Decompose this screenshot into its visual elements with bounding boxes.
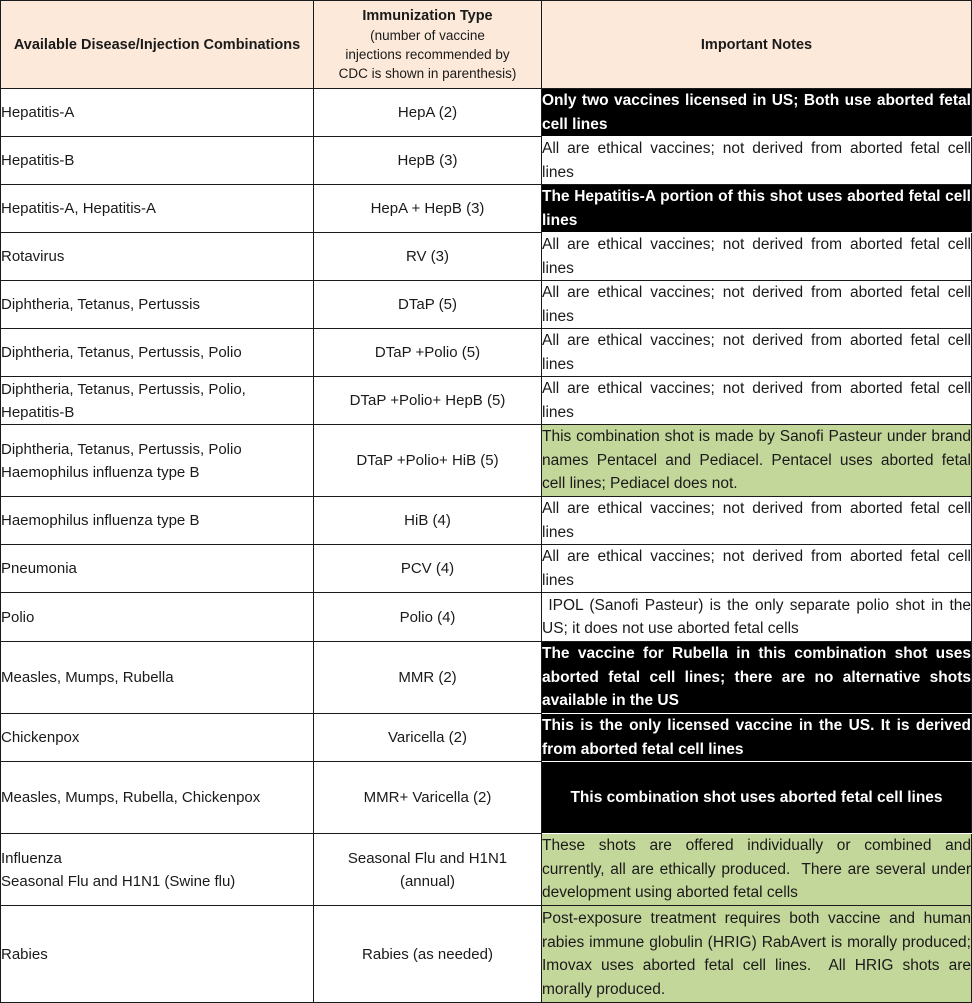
immunization-type-cell: [314, 89, 542, 137]
note-cell-white: All are ethical vaccines; not derived from aborted fetal cell lines: [542, 497, 972, 545]
note-cell-white: All are ethical vaccines; not derived from aborted fetal cell lines: [542, 329, 972, 377]
immunization-type-cell: [314, 233, 542, 281]
immunization-type-cell: [314, 906, 542, 1003]
disease-cell: [1, 425, 314, 497]
header-type-subtitle-line: CDC is shown in parenthesis): [338, 65, 517, 81]
disease-text: Polio: [1, 608, 35, 626]
disease-text: Measles, Mumps, Rubella: [1, 669, 174, 686]
immunization-type-text: DTaP (5): [398, 296, 457, 313]
header-row: [1, 1, 972, 89]
table-row: [1, 425, 972, 497]
immunization-type-cell: [314, 834, 542, 906]
table-row: [1, 714, 972, 762]
table-row: [1, 834, 972, 906]
disease-text: Diphtheria, Tetanus, Pertussis: [1, 296, 200, 313]
disease-cell: [1, 642, 314, 714]
disease-cell: [1, 762, 314, 834]
immunization-type-text: Polio (4): [399, 608, 456, 626]
note-cell-black: Only two vaccines licensed in US; Both use aborted fetal cell lines: [542, 89, 972, 137]
table-row: [1, 906, 972, 1003]
note-cell-black: The Hepatitis-A portion of this shot uses aborted fetal cell lines: [542, 185, 972, 233]
note-cell-white: All are ethical vaccines; not derived from aborted fetal cell lines: [542, 281, 972, 329]
disease-text: Haemophilus influenza type B: [1, 463, 200, 481]
disease-cell: [1, 545, 314, 593]
note-cell-white: IPOL (Sanofi Pasteur) is the only separate polio shot in the US; it does not use aborted fetal cells: [542, 593, 972, 642]
disease-cell: [1, 834, 314, 906]
immunization-type-cell: [314, 425, 542, 497]
immunization-type-cell: [314, 137, 542, 185]
table-row: [1, 89, 972, 137]
disease-text: Influenza: [1, 849, 62, 867]
disease-text: Chickenpox: [1, 729, 80, 746]
disease-text: Hepatitis-B: [1, 152, 75, 169]
immunization-type-cell: [314, 762, 542, 834]
note-cell-green: Post-exposure treatment requires both vaccine and human rabies immune globulin (HRIG) RabAvert is morally produced; Imovax uses aborted fetal cell lines. All HRIG shots are morally produced.: [542, 906, 972, 1003]
header-type-subtitle-line: (number of vaccine: [370, 27, 485, 43]
table-row: [1, 497, 972, 545]
immunization-type-cell: [314, 714, 542, 762]
immunization-type-text: DTaP +Polio+ HiB (5): [356, 452, 499, 469]
disease-cell: [1, 714, 314, 762]
disease-cell: [1, 906, 314, 1003]
immunization-type-text: RV (3): [405, 248, 450, 265]
disease-cell: [1, 593, 314, 642]
immunization-type-text: Varicella (2): [388, 729, 467, 746]
note-cell-white: All are ethical vaccines; not derived from aborted fetal cell lines: [542, 233, 972, 281]
immunization-type-text: DTaP +Polio (5): [374, 344, 481, 361]
table-row: [1, 281, 972, 329]
table-body: [1, 89, 972, 1003]
disease-text: Haemophilus influenza type B: [1, 512, 200, 529]
immunization-type-cell: [314, 329, 542, 377]
note-cell-white: All are ethical vaccines; not derived from aborted fetal cell lines: [542, 377, 972, 425]
disease-text: Rotavirus: [1, 248, 65, 265]
header-immunization-type: [314, 1, 542, 89]
header-type-title: Immunization Type: [362, 7, 493, 24]
note-cell-white: All are ethical vaccines; not derived from aborted fetal cell lines: [542, 137, 972, 185]
disease-text: Hepatitis-B: [1, 403, 75, 421]
disease-cell: [1, 89, 314, 137]
disease-cell: [1, 281, 314, 329]
disease-cell: [1, 497, 314, 545]
header-disease: Available Disease/Injection Combinations: [1, 1, 314, 89]
disease-text: Rabies: [1, 945, 48, 963]
immunization-type-cell: [314, 185, 542, 233]
header-notes: Important Notes: [542, 1, 972, 89]
table-row: [1, 545, 972, 593]
table-row: [1, 185, 972, 233]
disease-text: Hepatitis-A: [1, 104, 75, 121]
table-row: [1, 233, 972, 281]
note-cell-green: This combination shot is made by Sanofi Pasteur under brand names Pentacel and Pediacel. Pentacel uses aborted fetal cell lines; Pediacel does not.: [542, 425, 972, 497]
immunization-type-text: HiB (4): [404, 512, 451, 529]
immunization-type-text: DTaP +Polio+ HepB (5): [349, 392, 506, 409]
immunization-type-text: MMR+ Varicella (2): [363, 789, 492, 806]
table-row: [1, 642, 972, 714]
disease-text: Pneumonia: [1, 560, 77, 577]
immunization-type-text: PCV (4): [400, 560, 455, 577]
immunization-type-text: MMR (2): [398, 669, 457, 686]
disease-cell: [1, 137, 314, 185]
immunization-type-text: HepA + HepB (3): [370, 200, 485, 217]
note-cell-white: All are ethical vaccines; not derived from aborted fetal cell lines: [542, 545, 972, 593]
disease-text: Diphtheria, Tetanus, Pertussis, Polio: [1, 440, 242, 458]
disease-cell: [1, 185, 314, 233]
immunization-type-text: HepA (2): [397, 104, 458, 121]
immunization-type-cell: [314, 642, 542, 714]
table-row: [1, 329, 972, 377]
note-cell-green: These shots are offered individually or combined and currently, all are ethically produced. There are several under development using aborted fetal cells: [542, 834, 972, 906]
disease-cell: [1, 329, 314, 377]
disease-text: Diphtheria, Tetanus, Pertussis, Polio,: [1, 380, 246, 398]
disease-text: Hepatitis-A, Hepatitis-A: [1, 200, 157, 217]
immunization-type-cell: [314, 377, 542, 425]
immunization-type-cell: [314, 497, 542, 545]
immunization-type-cell: [314, 593, 542, 642]
table-row: [1, 593, 972, 642]
table-row: [1, 377, 972, 425]
immunization-type-text: (annual): [399, 872, 456, 890]
note-cell-black: This is the only licensed vaccine in the US. It is derived from aborted fetal cell lines: [542, 714, 972, 762]
note-cell-black: This combination shot uses aborted fetal cell lines: [542, 762, 972, 834]
disease-cell: [1, 377, 314, 425]
immunization-type-text: Rabies (as needed): [362, 945, 493, 963]
disease-text: Diphtheria, Tetanus, Pertussis, Polio: [1, 344, 242, 361]
disease-text: Seasonal Flu and H1N1 (Swine flu): [1, 872, 236, 890]
immunization-type-text: HepB (3): [397, 152, 458, 169]
header-type-subtitle-line: injections recommended by: [345, 46, 510, 62]
table-row: [1, 762, 972, 834]
disease-text: Measles, Mumps, Rubella, Chickenpox: [1, 789, 261, 806]
immunization-type-cell: [314, 545, 542, 593]
table-row: [1, 137, 972, 185]
immunization-type-text: Seasonal Flu and H1N1: [347, 849, 508, 867]
disease-cell: [1, 233, 314, 281]
immunization-type-cell: [314, 281, 542, 329]
note-cell-black: The vaccine for Rubella in this combination shot uses aborted fetal cell lines; there are no alternative shots available in the US: [542, 642, 972, 714]
